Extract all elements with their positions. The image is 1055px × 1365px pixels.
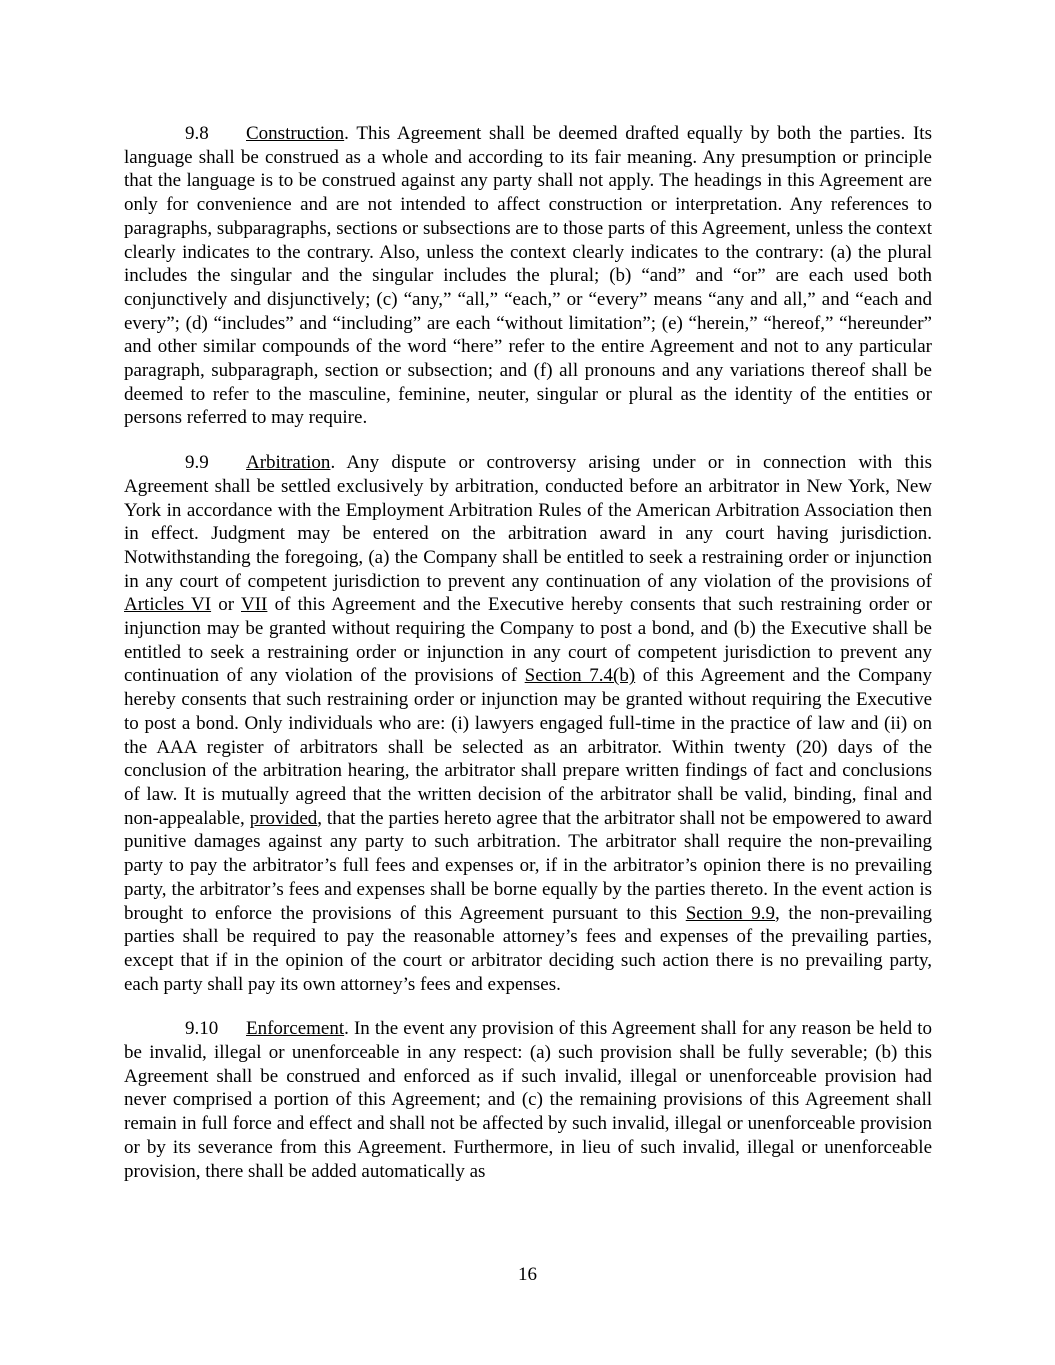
section-body: . This Agreement shall be deemed drafted equally by both the parties. Its language shall be construed as a whole and according to its fair meaning. Any presumption or principle that the language is to be construed against any party shall not apply. The headings in this Agreement are only for convenience and are not intended to affect construction or interpretation. Any references to paragraphs, subparagraphs, sections or subsections are to those parts of this Agreement, unless the context clearly indicates to the contrary. Also, unless the context clearly indicates to the contrary: (a) the plural includes the singular and the singular includes the plural; (b) “and” and “or” are each used both conjunctively and disjunctively; (c) “any,” “all,” “each,” or “every” means “any and all,” and “each and every”; (d) “includes” and “including” are each “without limitation”; (e) “herein,” “hereof,” “hereunder” and other similar compounds of the word “here” refer to the entire Agreement and not to any particular paragraph, subparagraph, section or subsection; and (f) all pronouns and any variations thereof shall be deemed to refer to the masculine, feminine, neuter, singular or plural as the identity of the entities or persons referred to may require. <box>124 123 932 429</box>
cross-reference-vii: VII <box>241 594 268 616</box>
provided-term: provided <box>249 807 318 829</box>
section-body: , that the parties hereto agree that the arbitrator shall not be empowered to award punitive damages against any party to such arbitration. The arbitrator shall require the non-prevailing party to pay the arbitrator’s full fees and expenses or, if in the arbitrator’s opinion there is no prevailing party, the arbitrator’s fees and expenses shall be borne equally by the parties thereto. In the event action is brought to enforce the provisions of this Agreement pursuant to this <box>124 807 932 924</box>
section-9-10 <box>124 1017 932 1183</box>
document-page <box>124 122 932 1204</box>
section-number: 9.8 <box>185 123 209 144</box>
section-number: 9.10 <box>185 1018 219 1040</box>
section-heading: Construction <box>246 123 345 144</box>
section-heading: Arbitration <box>246 452 331 474</box>
section-body: , the non-prevailing parties shall be required to pay the reasonable attorney’s fees and expenses of the prevailing parties, except that if in the opinion of the court or arbitrator deciding such action there is no prevailing party, each party shall pay its own attorney’s fees and expenses. <box>124 902 932 995</box>
section-body: . Any dispute or controversy arising under or in connection with this Agreement shall be settled exclusively by arbitration, conducted before an arbitrator in New York, New York in accordance with the Employment Arbitration Rules of the American Arbitration Association then in effect. Judgment may be entered on the arbitration award in any court having jurisdiction. Notwithstanding the foregoing, (a) the Company shall be entitled to seek a restraining order or injunction in any court of competent jurisdiction to prevent any continuation of any violation of the provisions of <box>124 452 932 592</box>
section-9-8 <box>124 122 932 430</box>
section-body: . In the event any provision of this Agreement shall for any reason be held to be invalid, illegal or unenforceable in any respect: (a) such provision shall be fully severable; (b) this Agreement shall be construed and enforced as if such invalid, illegal or unenforceable provision had never comprised a portion of this Agreement; and (c) the remaining provisions of this Agreement shall remain in full force and effect and shall not be affected by such invalid, illegal or unenforceable provision or by its severance from this Agreement. Furthermore, in lieu of such invalid, illegal or unenforceable provision, there shall be added automatically as <box>124 1018 932 1182</box>
section-body: of this Agreement and the Executive hereby consents that such restraining order or injunction may be granted without requiring the Company to post a bond, and (b) the Executive shall be entitled to seek a restraining order or injunction in any court of competent jurisdiction to prevent any continuation of any violation of the provisions of <box>124 594 933 687</box>
section-body: of this Agreement and the Company hereby consents that such restraining order or injunction may be granted without requiring the Executive to post a bond. Only individuals who are: (i) lawyers engaged full-time in the practice of law and (ii) on the AAA register of arbitrators shall be selected as an arbitrator. Within twenty (20) days of the conclusion of the arbitration hearing, the arbitrator shall prepare written findings of fact and conclusions of law. It is mutually agreed that the written decision of the arbitrator shall be valid, binding, final and non-appealable, <box>124 665 932 829</box>
page-number: 16 <box>518 1264 537 1285</box>
cross-reference-section-9-9: Section 9.9 <box>685 902 776 924</box>
cross-reference-articles-vi: Articles VI <box>124 594 212 616</box>
section-9-9 <box>124 451 932 996</box>
section-number: 9.9 <box>185 452 209 474</box>
section-heading: Enforcement <box>246 1018 345 1040</box>
cross-reference-section-7-4b: Section 7.4(b) <box>524 665 636 687</box>
section-body: or <box>211 594 241 616</box>
